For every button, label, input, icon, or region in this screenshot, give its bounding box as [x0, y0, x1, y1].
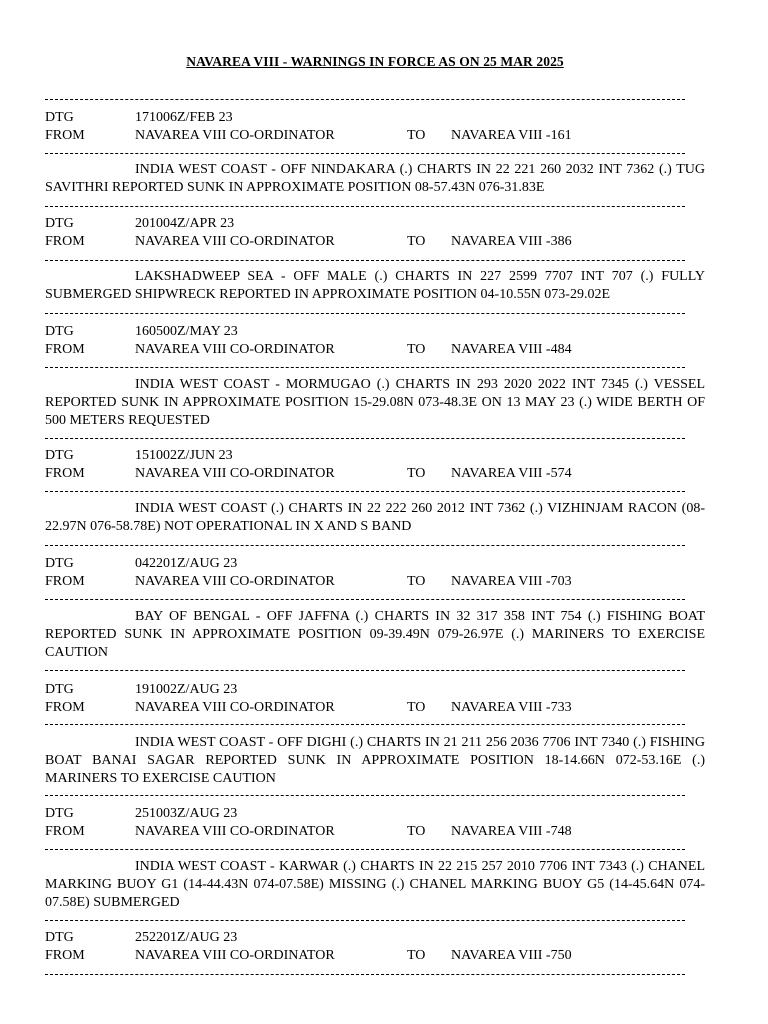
from-label: FROM — [45, 128, 85, 143]
dashed-separator — [45, 313, 685, 314]
to-label: TO — [407, 128, 426, 143]
dashed-separator — [45, 438, 685, 439]
dtg-value: 171006Z/FEB 23 — [135, 110, 233, 125]
to-value: NAVAREA VIII -161 — [451, 128, 572, 143]
warning-dtg-row — [45, 447, 705, 465]
from-value: NAVAREA VIII CO-ORDINATOR — [135, 128, 335, 143]
warning-dtg-row — [45, 215, 705, 233]
dtg-value: 252201Z/AUG 23 — [135, 930, 238, 945]
warning-dtg-row — [45, 929, 705, 947]
dashed-separator — [45, 153, 685, 154]
dashed-separator — [45, 849, 685, 850]
from-label: FROM — [45, 466, 85, 481]
from-label: FROM — [45, 234, 85, 249]
from-label: FROM — [45, 342, 85, 357]
to-value: NAVAREA VIII -574 — [451, 466, 572, 481]
dashed-separator — [45, 491, 685, 492]
dashed-separator — [45, 206, 685, 207]
to-label: TO — [407, 574, 426, 589]
dtg-value: 160500Z/MAY 23 — [135, 324, 238, 339]
dtg-label: DTG — [45, 216, 74, 231]
warning-message: LAKSHADWEEP SEA - OFF MALE (.) CHARTS IN 227 2599 7707 INT 707 (.) FULLY SUBMERGED SHIPWRECK REPORTED IN APPROXIMATE POSITION 04-10.55N 073-29.02E — [45, 269, 705, 302]
dtg-label: DTG — [45, 110, 74, 125]
from-label: FROM — [45, 574, 85, 589]
to-label: TO — [407, 234, 426, 249]
warning-from-row — [45, 127, 705, 145]
from-value: NAVAREA VIII CO-ORDINATOR — [135, 700, 335, 715]
from-value: NAVAREA VIII CO-ORDINATOR — [135, 574, 335, 589]
warning-from-row — [45, 465, 705, 483]
warning-dtg-row — [45, 323, 705, 341]
to-value: NAVAREA VIII -386 — [451, 234, 572, 249]
warning-dtg-row — [45, 109, 705, 127]
dashed-separator — [45, 545, 685, 546]
dashed-separator — [45, 974, 685, 975]
warning-message: INDIA WEST COAST - KARWAR (.) CHARTS IN 22 215 257 2010 7706 INT 7343 (.) CHANEL MARKING BUOY G1 (14-44.43N 074-07.58E) MISSING (.) CHANEL MARKING BUOY G5 (14-45.64N 074-07.58E) SUBMERGED — [45, 859, 705, 910]
dashed-separator — [45, 260, 685, 261]
dtg-value: 191002Z/AUG 23 — [135, 682, 238, 697]
to-label: TO — [407, 342, 426, 357]
warning-from-row — [45, 341, 705, 359]
dashed-separator — [45, 670, 685, 671]
from-value: NAVAREA VIII CO-ORDINATOR — [135, 234, 335, 249]
warning-dtg-row — [45, 681, 705, 699]
document-title: NAVAREA VIII - WARNINGS IN FORCE AS ON 25 MAR 2025 — [186, 54, 564, 69]
dtg-value: 042201Z/AUG 23 — [135, 556, 238, 571]
warning-dtg-row — [45, 555, 705, 573]
dtg-label: DTG — [45, 556, 74, 571]
from-label: FROM — [45, 700, 85, 715]
warning-from-row — [45, 823, 705, 841]
warning-message: BAY OF BENGAL - OFF JAFFNA (.) CHARTS IN 32 317 358 INT 754 (.) FISHING BOAT REPORTED SUNK IN APPROXIMATE POSITION 09-39.49N 079-26.97E (.) MARINERS TO EXERCISE CAUTION — [45, 609, 705, 660]
to-value: NAVAREA VIII -748 — [451, 824, 572, 839]
to-label: TO — [407, 948, 426, 963]
to-value: NAVAREA VIII -750 — [451, 948, 572, 963]
dtg-value: 151002Z/JUN 23 — [135, 448, 233, 463]
from-value: NAVAREA VIII CO-ORDINATOR — [135, 342, 335, 357]
to-label: TO — [407, 466, 426, 481]
warning-from-row — [45, 233, 705, 251]
warning-from-row — [45, 573, 705, 591]
warning-dtg-row — [45, 805, 705, 823]
warning-message: INDIA WEST COAST (.) CHARTS IN 22 222 260 2012 INT 7362 (.) VIZHINJAM RACON (08-22.97N 076-58.78E) NOT OPERATIONAL IN X AND S BAND — [45, 501, 705, 534]
dashed-separator — [45, 99, 685, 100]
warning-message: INDIA WEST COAST - OFF DIGHI (.) CHARTS IN 21 211 256 2036 7706 INT 7340 (.) FISHING BOAT BANAI SAGAR REPORTED SUNK IN APPROXIMATE POSITION 18-14.66N 072-53.16E (.) MARINERS TO EXERCISE CAUTION — [45, 735, 705, 786]
dashed-separator — [45, 599, 685, 600]
warning-from-row — [45, 699, 705, 717]
dtg-label: DTG — [45, 930, 74, 945]
dashed-separator — [45, 920, 685, 921]
from-label: FROM — [45, 824, 85, 839]
dtg-value: 201004Z/APR 23 — [135, 216, 235, 231]
dashed-separator — [45, 724, 685, 725]
dtg-label: DTG — [45, 324, 74, 339]
dashed-separator — [45, 367, 685, 368]
warning-message: INDIA WEST COAST - OFF NINDAKARA (.) CHARTS IN 22 221 260 2032 INT 7362 (.) TUG SAVITHRI REPORTED SUNK IN APPROXIMATE POSITION 08-57.43N 076-31.83E — [45, 162, 705, 195]
from-value: NAVAREA VIII CO-ORDINATOR — [135, 948, 335, 963]
dtg-label: DTG — [45, 806, 74, 821]
to-label: TO — [407, 700, 426, 715]
dtg-label: DTG — [45, 448, 74, 463]
to-label: TO — [407, 824, 426, 839]
to-value: NAVAREA VIII -484 — [451, 342, 572, 357]
dtg-value: 251003Z/AUG 23 — [135, 806, 238, 821]
to-value: NAVAREA VIII -733 — [451, 700, 572, 715]
to-value: NAVAREA VIII -703 — [451, 574, 572, 589]
dashed-separator — [45, 795, 685, 796]
dtg-label: DTG — [45, 682, 74, 697]
from-value: NAVAREA VIII CO-ORDINATOR — [135, 466, 335, 481]
from-value: NAVAREA VIII CO-ORDINATOR — [135, 824, 335, 839]
warning-message: INDIA WEST COAST - MORMUGAO (.) CHARTS IN 293 2020 2022 INT 7345 (.) VESSEL REPORTED SUNK IN APPROXIMATE POSITION 15-29.08N 073-48.3E ON 13 MAY 23 (.) WIDE BERTH OF 500 METERS REQUESTED — [45, 377, 705, 428]
warning-from-row — [45, 947, 705, 965]
from-label: FROM — [45, 948, 85, 963]
